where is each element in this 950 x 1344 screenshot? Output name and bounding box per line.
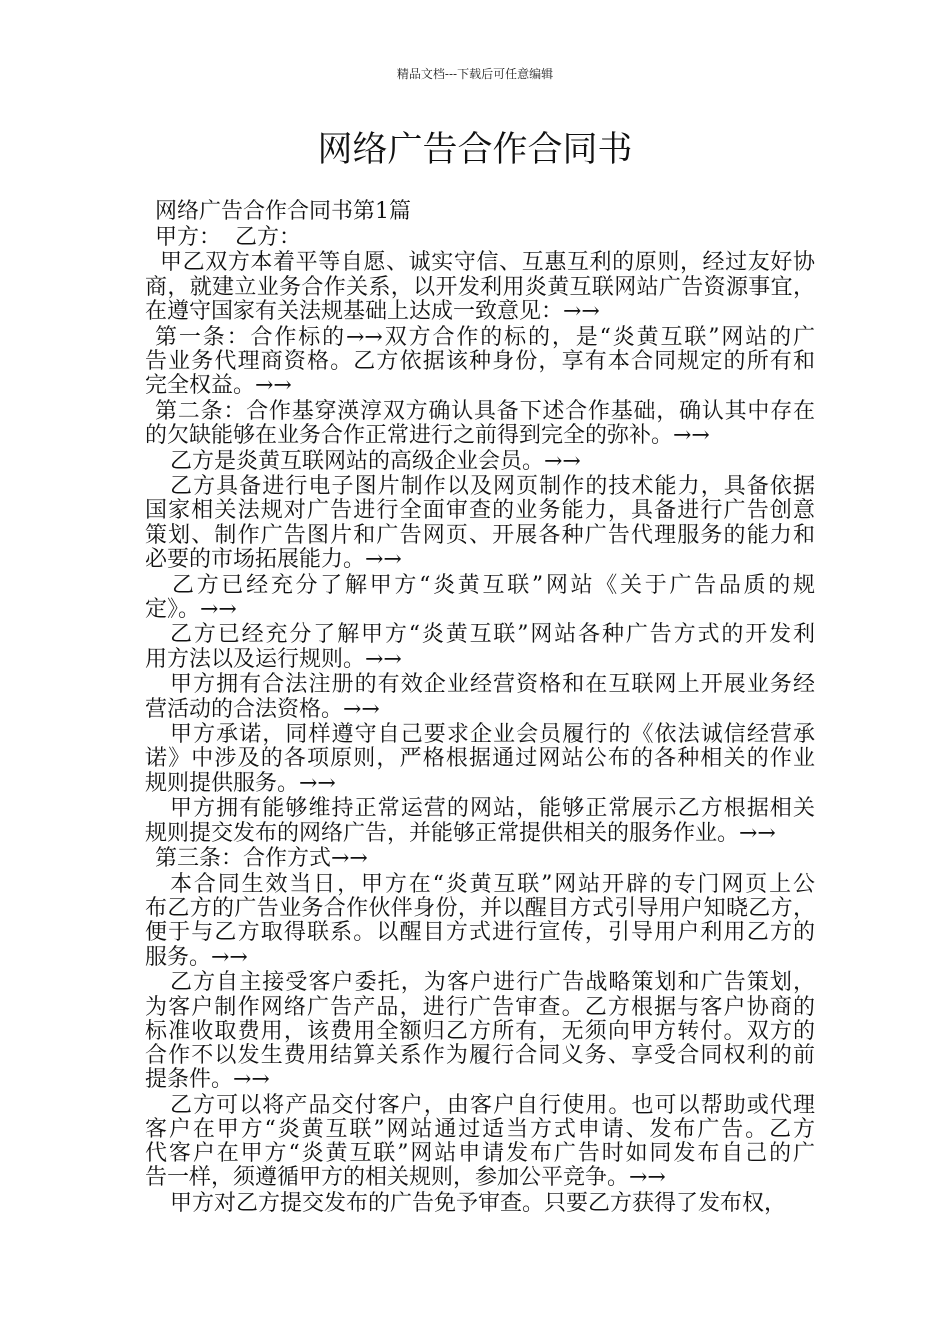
- paragraph-line: 甲方承诺，同样遵守自己要求企业会员履行的《依法诚信经营承: [170, 722, 815, 748]
- paragraph-clause: [145, 1094, 815, 1191]
- paragraph-line: 告业务代理商资格。乙方依据该种身份，享有本合同规定的所有和: [145, 348, 815, 374]
- paragraph-article-2: [145, 400, 815, 448]
- paragraph-line: 乙方已经充分了解甲方“炎黄互联”网站《关于广告品质的规: [172, 572, 815, 598]
- paragraph-line: 标准收取费用，该费用全额归乙方所有，无须向甲方转付。双方的: [145, 1018, 815, 1044]
- paragraph-clause: [145, 673, 815, 721]
- paragraph-line: 商，就建立业务合作关系，以开发利用炎黄互联网站广告资源事宜，: [145, 274, 815, 300]
- paragraph-line: 用方法以及运行规则。→→: [145, 646, 402, 672]
- paragraph-line: 第二条：合作基穿渶淳双方确认具备下述合作基础，确认其中存在: [155, 398, 815, 424]
- paragraph-clause: [145, 1192, 815, 1216]
- paragraph-article-1: [145, 326, 815, 399]
- paragraph-line: 规则提交发布的网络广告，并能够正常提供相关的服务作业。→→: [145, 820, 776, 846]
- paragraph-clause: [145, 574, 815, 622]
- paragraph-line: 提条件。→→: [145, 1067, 270, 1093]
- paragraph-line: 甲方拥有合法注册的有效企业经营资格和在互联网上开展业务经: [170, 672, 815, 698]
- paragraph-preamble: [145, 251, 815, 324]
- paragraph-clause: [145, 723, 815, 796]
- paragraph-line: 的欠缺能够在业务合作正常进行之前得到完全的弥补。→→: [145, 422, 710, 448]
- paragraph-clause: [145, 623, 815, 671]
- paragraph-line: 乙方已经充分了解甲方“炎黄互联”网站各种广告方式的开发利: [170, 622, 815, 648]
- paragraph-line: 诺》中涉及的各项原则，严格根据通过网站公布的各种相关的作业: [145, 746, 815, 772]
- paragraph-line: 第一条：合作标的→→双方合作的标的，是“炎黄互联”网站的广: [155, 324, 815, 350]
- paragraph-line: 甲方对乙方提交发布的广告免予审查。只要乙方获得了发布权，: [170, 1191, 787, 1217]
- paragraph-line: 国家相关法规对广告进行全面审查的业务能力，具备进行广告创意: [145, 498, 815, 524]
- document-body: [145, 200, 815, 1218]
- paragraph-line: 在遵守国家有关法规基础上达成一致意见：→→: [145, 298, 600, 324]
- paragraph-line: 甲乙双方本着平等自愿、诚实守信、互惠互利的原则，经过友好协: [160, 250, 815, 276]
- paragraph-line: 策划、制作广告图片和广告网页、开展各种广告代理服务的能力和: [145, 522, 815, 548]
- paragraph-subtitle: [145, 200, 815, 224]
- paragraph-line: 营活动的合法资格。→→: [145, 696, 380, 722]
- paragraph-line: 告一样，须遵循甲方的相关规则，参加公平竞争。→→: [145, 1165, 666, 1191]
- paragraph-line: 代客户在甲方“炎黄互联”网站申请发布广告时如同发布自己的广: [145, 1141, 815, 1167]
- paragraph-line: 布乙方的广告业务合作伙伴身份，并以醒目方式引导用户知晓乙方，: [145, 896, 815, 922]
- paragraph-line: 合作不以发生费用结算关系作为履行合同义务、享受合同权利的前: [145, 1042, 815, 1068]
- paragraph-line: 乙方自主接受客户委托，为客户进行广告战略策划和广告策划，: [170, 970, 815, 996]
- paragraph-line: 乙方是炎黄互联网站的高级企业会员。→→: [170, 448, 581, 474]
- paragraph-clause: [145, 873, 815, 970]
- paragraph-line: 本合同生效当日，甲方在“炎黄互联”网站开辟的专门网页上公: [170, 871, 815, 897]
- paragraph-line: 为客户制作网络广告产品，进行广告审查。乙方根据与客户协商的: [145, 994, 815, 1020]
- paragraph-line: 定》。→→: [145, 596, 237, 622]
- paragraph-line: 甲方： 乙方：: [155, 224, 301, 250]
- paragraph-clause: [145, 971, 815, 1092]
- paragraph-line: 乙方具备进行电子图片制作以及网页制作的技术能力，具备依据: [170, 474, 815, 500]
- paragraph-article-3: [145, 847, 815, 871]
- paragraph-clause: [145, 797, 815, 845]
- document-title: 网络广告合作合同书: [317, 130, 633, 170]
- paragraph-line: 服务。→→: [145, 944, 248, 970]
- paragraph-line: 必要的市场拓展能力。→→: [145, 546, 402, 572]
- paragraph-line: 乙方可以将产品交付客户，由客户自行使用。也可以帮助或代理: [170, 1092, 815, 1118]
- paragraph-line: 便于与乙方取得联系。以醒目方式进行宣传，引导用户利用乙方的: [145, 920, 815, 946]
- paragraph-clause: [145, 475, 815, 572]
- paragraph-clause: [145, 450, 815, 474]
- paragraph-line: 第三条：合作方式→→: [155, 846, 368, 872]
- paragraph-line: 规则提供服务。→→: [145, 770, 336, 796]
- paragraph-line: 甲方拥有能够维持正常运营的网站，能够正常展示乙方根据相关: [170, 796, 815, 822]
- paragraph-line: 完全权益。→→: [145, 372, 292, 398]
- paragraph-parties: [145, 226, 815, 250]
- page-header-watermark: 精品文档---下载后可任意编辑: [396, 67, 554, 81]
- paragraph-line: 客户在甲方“炎黄互联”网站通过适当方式申请、发布广告。乙方: [145, 1117, 815, 1143]
- paragraph-line: 网络广告合作合同书第1篇: [155, 199, 411, 224]
